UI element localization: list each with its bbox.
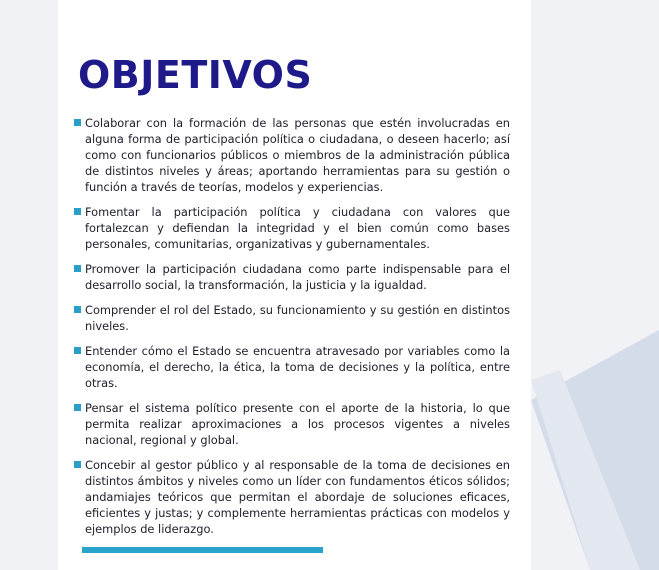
- square-bullet-icon: [74, 119, 81, 126]
- list-item: [74, 204, 510, 252]
- square-bullet-icon: [74, 265, 81, 272]
- square-bullet-icon: [74, 208, 81, 215]
- square-bullet-icon: [74, 461, 81, 468]
- objective-text: Colaborar con la formación de las personas que estén involucradas en alguna forma de participación política o ciudadana, o deseen hacerlo; así como con funcionarios públicos o miembros de la administración pública de distintos niveles y áreas; aportando herramientas para su gestión o función a través de teorías, modelos y experiencias.: [85, 116, 510, 194]
- objective-text: Promover la participación ciudadana como parte indispensable para el desarrollo social, la transformación, la justicia y la igualdad.: [85, 262, 510, 292]
- square-bullet-icon: [74, 404, 81, 411]
- document-page: [58, 0, 531, 570]
- objective-text: Entender cómo el Estado se encuentra atravesado por variables como la economía, el derecho, la ética, la toma de decisiones y la política, entre otras.: [85, 344, 510, 390]
- list-item: [74, 302, 510, 334]
- list-item: [74, 261, 510, 293]
- objective-text: Concebir al gestor público y al responsable de la toma de decisiones en distintos ámbitos y niveles como un líder con fundamentos éticos sólidos; andamiajes teóricos que permitan el abordaje de soluciones eficaces, eficientes y justas; y complemente herramientas prácticas con modelos y ejemplos de liderazgo.: [85, 458, 510, 536]
- objective-text: Comprender el rol del Estado, su funcionamiento y su gestión en distintos niveles.: [85, 303, 510, 333]
- square-bullet-icon: [74, 306, 81, 313]
- list-item: [74, 343, 510, 391]
- objectives-list: [74, 115, 510, 546]
- square-bullet-icon: [74, 347, 81, 354]
- list-item: [74, 115, 510, 195]
- objective-text: Pensar el sistema político presente con el aporte de la historia, lo que permita realizar aproximaciones a los procesos vigentes a niveles nacional, regional y global.: [85, 401, 510, 447]
- accent-bar: [82, 547, 323, 553]
- objective-text: Fomentar la participación política y ciudadana con valores que fortalezcan y defiendan la integridad y el bien común como bases personales, comunitarias, organizativas y gubernamentales.: [85, 205, 510, 251]
- list-item: [74, 457, 510, 537]
- page-title: OBJETIVOS: [78, 53, 313, 97]
- list-item: [74, 400, 510, 448]
